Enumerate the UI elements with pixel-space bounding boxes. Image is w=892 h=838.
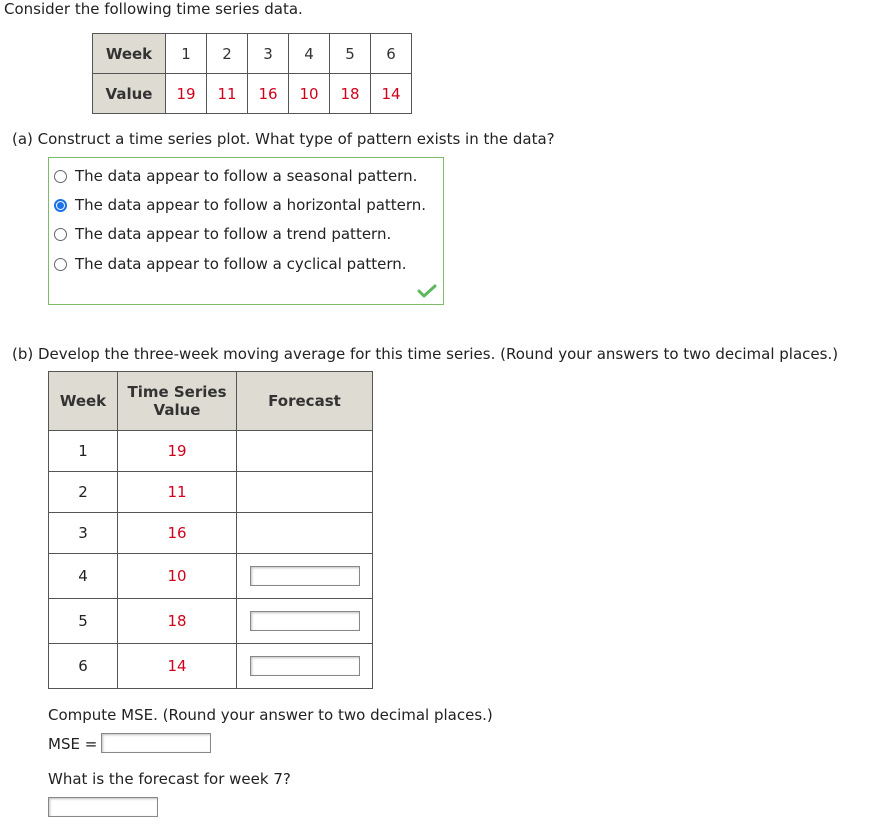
header-row xyxy=(49,372,373,431)
radio-seasonal[interactable] xyxy=(54,170,67,183)
value-cell: 16 xyxy=(248,74,289,114)
week-cell: 1 xyxy=(49,431,118,472)
week7-forecast-input[interactable] xyxy=(48,797,158,817)
moving-average-table xyxy=(48,371,373,689)
option-cyclical[interactable] xyxy=(54,255,407,273)
forecast-input-week-5[interactable] xyxy=(250,611,360,631)
forecast-cell xyxy=(237,513,373,554)
table-row xyxy=(49,554,373,599)
table-row xyxy=(49,644,373,689)
option-seasonal[interactable] xyxy=(54,167,417,185)
mse-input[interactable] xyxy=(101,733,211,753)
value-cell: 10 xyxy=(118,554,237,599)
week-cell: 3 xyxy=(248,34,289,74)
forecast-input-week-4[interactable] xyxy=(250,566,360,586)
forecast-cell xyxy=(237,431,373,472)
radio-trend[interactable] xyxy=(54,228,67,241)
week-header: Week xyxy=(93,34,166,74)
radio-horizontal[interactable] xyxy=(54,199,67,212)
forecast-cell xyxy=(237,644,373,689)
week-cell: 2 xyxy=(207,34,248,74)
value-cell: 14 xyxy=(371,74,412,114)
table-row xyxy=(49,513,373,554)
value-cell: 10 xyxy=(289,74,330,114)
week-row xyxy=(93,34,412,74)
forecast-cell xyxy=(237,554,373,599)
option-label: The data appear to follow a horizontal pattern. xyxy=(75,196,427,214)
week-cell: 4 xyxy=(289,34,330,74)
value-cell: 11 xyxy=(118,472,237,513)
value-cell: 19 xyxy=(118,431,237,472)
option-trend[interactable] xyxy=(54,225,391,243)
option-label: The data appear to follow a cyclical pattern. xyxy=(75,255,407,273)
week7-forecast-prompt: What is the forecast for week 7? xyxy=(48,770,291,788)
value-column-header: Time Series Value xyxy=(118,372,237,431)
forecast-input-week-6[interactable] xyxy=(250,656,360,676)
value-cell: 18 xyxy=(118,599,237,644)
table-row xyxy=(49,431,373,472)
value-row xyxy=(93,74,412,114)
radio-cyclical[interactable] xyxy=(54,258,67,271)
week-cell: 6 xyxy=(49,644,118,689)
week-cell: 6 xyxy=(371,34,412,74)
part-a-question: (a) Construct a time series plot. What type of pattern exists in the data? xyxy=(12,130,555,148)
week-cell: 3 xyxy=(49,513,118,554)
forecast-cell xyxy=(237,472,373,513)
value-cell: 19 xyxy=(166,74,207,114)
week-column-header: Week xyxy=(49,372,118,431)
table-row xyxy=(49,599,373,644)
value-cell: 16 xyxy=(118,513,237,554)
mse-prompt: Compute MSE. (Round your answer to two decimal places.) xyxy=(48,706,493,724)
mse-label: MSE = xyxy=(48,735,98,753)
option-horizontal[interactable] xyxy=(54,196,426,214)
week-cell: 1 xyxy=(166,34,207,74)
table-row xyxy=(49,472,373,513)
forecast-cell xyxy=(237,599,373,644)
pattern-options-box xyxy=(48,157,444,305)
value-header: Value xyxy=(93,74,166,114)
week-cell: 5 xyxy=(49,599,118,644)
option-label: The data appear to follow a trend pattern. xyxy=(75,225,392,243)
option-label: The data appear to follow a seasonal pattern. xyxy=(75,167,418,185)
week-cell: 2 xyxy=(49,472,118,513)
week-cell: 4 xyxy=(49,554,118,599)
value-cell: 14 xyxy=(118,644,237,689)
time-series-data-table xyxy=(92,33,412,114)
week-cell: 5 xyxy=(330,34,371,74)
checkmark-icon xyxy=(417,284,437,298)
value-cell: 18 xyxy=(330,74,371,114)
forecast-column-header: Forecast xyxy=(237,372,373,431)
intro-text: Consider the following time series data. xyxy=(4,0,303,18)
part-b-question: (b) Develop the three-week moving average for this time series. (Round your answers to two decimal places.) xyxy=(12,345,839,363)
value-cell: 11 xyxy=(207,74,248,114)
